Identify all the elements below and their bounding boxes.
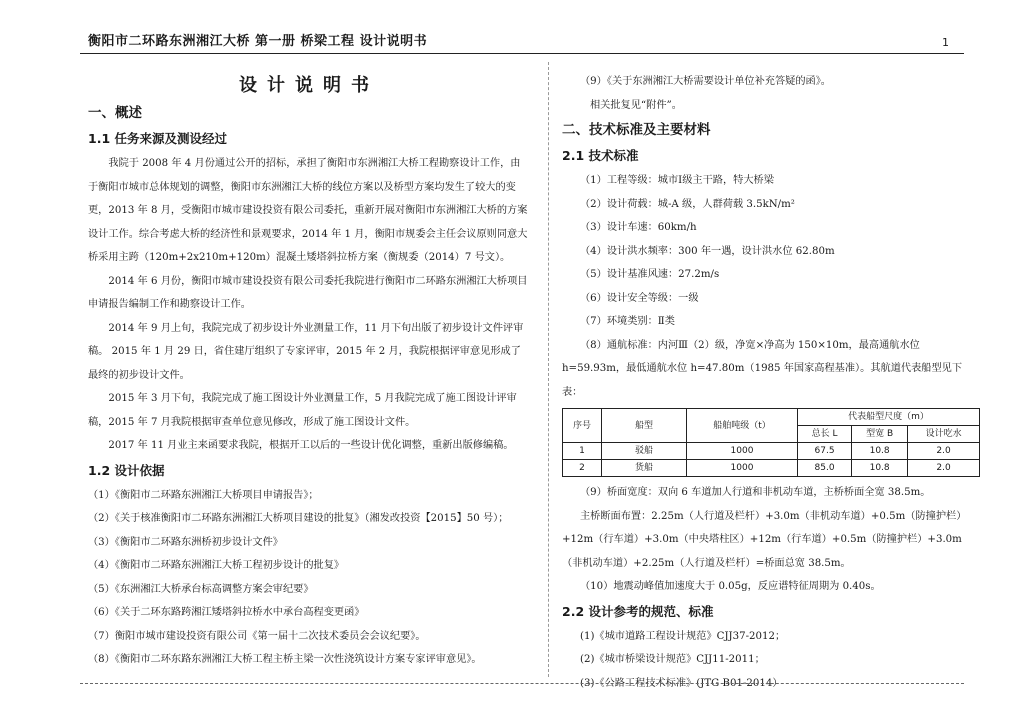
header-rule (80, 53, 964, 54)
standard-item: （5）设计基准风速：27.2m/s (580, 269, 720, 280)
subsection-2-2-title: 2.2 设计参考的规范、标准 (562, 603, 714, 619)
section-2-title: 二、技术标准及主要材料 (562, 122, 711, 138)
basis-item: （8）《衡阳市二环东路东洲湘江大桥工程主桥主梁一次性浇筑设计方案专家评审意见》。 (88, 654, 482, 665)
cell-draft: 2.0 (908, 443, 980, 460)
section-1-title: 一、概述 (88, 105, 142, 121)
seismic-item: （10）地震动峰值加速度大于 0.05g，反应谱特征周期为 0.40s。 (580, 581, 881, 592)
page-number: 1 (942, 36, 949, 49)
basis-item: （5）《东洲湘江大桥承台标高调整方案会审纪要》 (88, 583, 314, 595)
table-header-dimensions: 代表船型尺度（m） (798, 409, 980, 426)
cell-length: 67.5 (798, 443, 852, 460)
table-row (563, 443, 980, 460)
reference-item: (3)《公路工程技术标准》(JTG B01-2014） (580, 677, 783, 689)
cell-width: 10.8 (852, 460, 908, 477)
paragraph: 2017 年 11 月业主来函要求我院，根据开工以后的一些设计优化调整，重新出版修编稿。 (108, 440, 514, 451)
navigation-standard: （8）通航标准：内河Ⅲ（2）级，净宽×净高为 150×10m，最高通航水位 h=59.93m，最低通航水位 h=47.80m（1985 年国家高程基准）。其航道代表船型见下表： (562, 339, 963, 398)
ship-type-table (562, 408, 980, 477)
table-header-width: 型宽 B (852, 426, 908, 443)
cell-draft: 2.0 (908, 460, 980, 477)
cell-type: 货船 (602, 460, 687, 477)
table-header-tonnage: 船舶吨级（t） (687, 409, 798, 443)
bridge-section-layout: 主桥断面布置：2.25m（人行道及栏杆）+3.0m（非机动车道）+0.5m（防撞护栏）+12m（行车道）+3.0m（中央塔柱区）+12m（行车道）+0.5m（防撞护栏）+3.0m（非机动车道）+2.25m（人行道及栏杆）=桥面总宽 38.5m。 (562, 510, 967, 569)
basis-item: （1）《衡阳市二环路东洲湘江大桥项目申请报告》； (88, 489, 319, 501)
paragraph: 2014 年 6 月份，衡阳市城市建设投资有限公司委托我院进行衡阳市二环路东洲湘江大桥项目申请报告编制工作和勘察设计工作。 (88, 275, 528, 310)
standard-item: （6）设计安全等级：一级 (580, 292, 699, 304)
paragraph: 我院于 2008 年 4 月份通过公开的招标，承担了衡阳市东洲湘江大桥工程勘察设计工作，由于衡阳市城市总体规划的调整，衡阳市东洲湘江大桥的线位方案以及桥型方案均发生了较大的变更，2013 年 8 月，受衡阳市城市建设投资有限公司委托，重新开展对衡阳市东洲湘江大桥的方案设计工作。综合考虑大桥的经济性和景观要求，2014 年 1 月，衡阳市规委会主任会议原则同意大桥采用主跨（120m+2x210m+120m）混凝土矮塔斜拉桥方案（衡规委（2014）7 号文）。 (88, 158, 528, 263)
left-column (88, 72, 530, 672)
subsection-2-1-title: 2.1 技术标准 (562, 148, 639, 163)
cell-length: 85.0 (798, 460, 852, 477)
standard-item: （3）设计车速：60km/h (580, 222, 697, 233)
table-header-type: 船型 (602, 409, 687, 443)
paragraph: 2015 年 3 月下旬，我院完成了施工图设计外业测量工作，5 月我院完成了施工图设计评审稿，2015 年 7 月我院根据审查单位意见修改，形成了施工图设计文件。 (88, 393, 517, 428)
paragraph: 2014 年 9 月上旬，我院完成了初步设计外业测量工作，11 月下旬出版了初步设计文件评审稿。 2015 年 1 月 29 日，省住建厅组织了专家评审，2015 年 2 月，我院根据评审意见形成了最终的初步设计文件。 (88, 322, 524, 381)
table-row (563, 460, 980, 477)
cell-tonnage: 1000 (687, 443, 798, 460)
deck-width-item: （9）桥面宽度：双向 6 车道加人行道和非机动车道，主桥桥面全宽 38.5m。 (580, 487, 931, 498)
running-header: 衡阳市二环路东洲湘江大桥 第一册 桥梁工程 设计说明书 (88, 34, 428, 49)
basis-item: （9）《关于东洲湘江大桥需要设计单位补充答疑的函》。 (580, 76, 831, 87)
reference-item: (2)《城市桥梁设计规范》CJJ11-2011； (580, 654, 765, 665)
standard-item: （1）工程等级：城市Ⅰ级主干路，特大桥梁 (580, 175, 774, 186)
basis-item: （6）《关于二环东路跨湘江矮塔斜拉桥水中承台高程变更函》 (88, 607, 365, 618)
attachment-note: 相关批复见“附件”。 (590, 99, 682, 111)
footer-rule (80, 683, 964, 684)
cell-tonnage: 1000 (687, 460, 798, 477)
cell-type: 驳船 (602, 443, 687, 460)
basis-item: （3）《衡阳市二环路东洲桥初步设计文件》 (88, 536, 283, 548)
standard-item: （7）环境类别：Ⅱ类 (580, 316, 675, 327)
cell-width: 10.8 (852, 443, 908, 460)
reference-item: (1)《城市道路工程设计规范》CJJ37-2012； (580, 630, 786, 642)
basis-item: （2）《关于核准衡阳市二环路东洲湘江大桥项目建设的批复》（湘发改投资【2015】50 号）； (88, 513, 509, 524)
cell-seq: 1 (563, 443, 602, 460)
standard-item: （2）设计荷载：城-A 级，人群荷载 3.5kN/m² (580, 198, 795, 210)
table-header-seq: 序号 (563, 409, 602, 443)
document-title: 设计说明书 (239, 75, 379, 96)
basis-item: （7）衡阳市城市建设投资有限公司《第一届十二次技术委员会会议纪要》。 (88, 630, 426, 642)
subsection-1-1-title: 1.1 任务来源及测设经过 (88, 131, 227, 146)
basis-item: （4）《衡阳市二环路东洲湘江大桥工程初步设计的批复》 (88, 560, 345, 571)
right-column (562, 70, 980, 695)
table-header-length: 总长 L (798, 426, 852, 443)
table-header-draft: 设计吃水 (908, 426, 980, 443)
standard-item: （4）设计洪水频率：300 年一遇，设计洪水位 62.80m (580, 245, 835, 257)
subsection-1-2-title: 1.2 设计依据 (88, 462, 165, 478)
column-divider (548, 62, 549, 677)
cell-seq: 2 (563, 460, 602, 477)
